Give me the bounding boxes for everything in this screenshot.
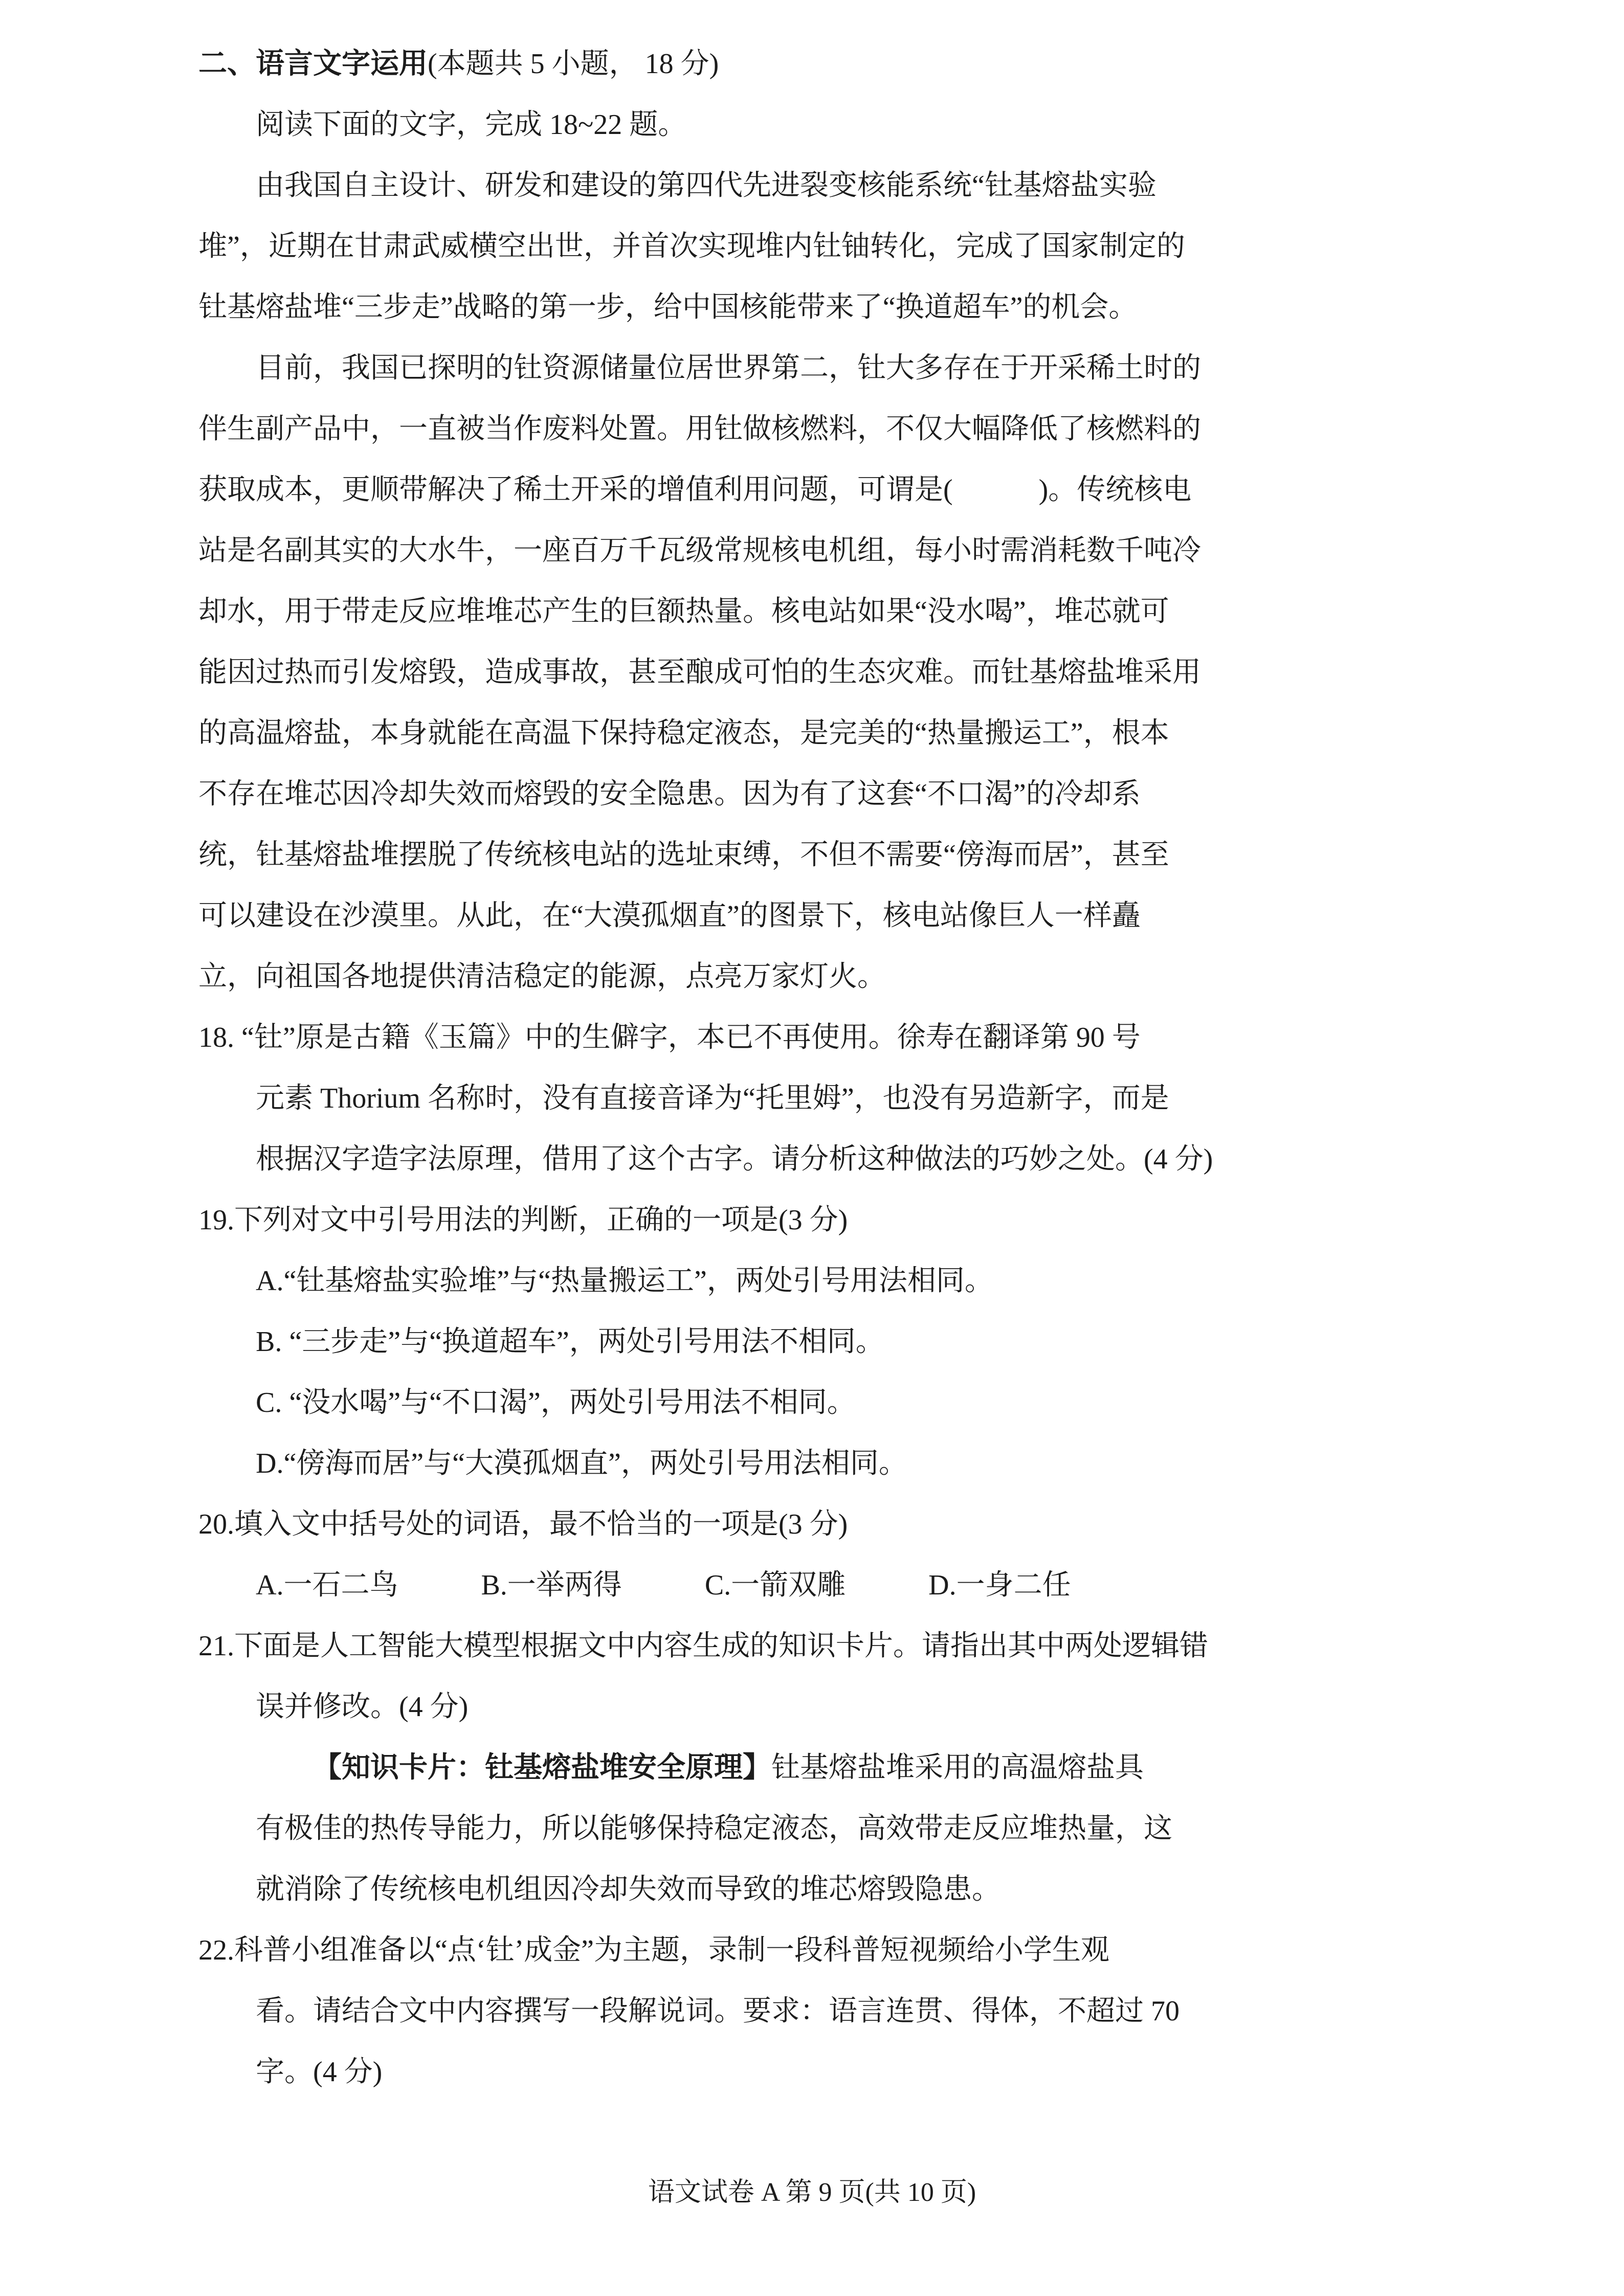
question-22-line: 22.科普小组准备以“点‘钍’成金”为主题，录制一段科普短视频给小学生观 <box>198 1934 1110 1966</box>
passage-line: 获取成本，更顺带解决了稀土开采的增值利用问题，可谓是( )。传统核电 <box>198 474 1192 506</box>
question-18-line: 元素 Thorium 名称时，没有直接音译为“托里姆”，也没有另造新字，而是 <box>256 1083 1169 1114</box>
question-20-option-b: B.一举两得 <box>481 1569 622 1601</box>
knowledge-card-text: 钍基熔盐堆采用的高温熔盐具 <box>771 1752 1144 1784</box>
section-heading <box>198 34 1447 95</box>
section-meta: (本题共 5 小题， 18 分) <box>428 48 719 80</box>
page-content <box>198 34 1447 2103</box>
knowledge-card-title: 【知识卡片：钍基熔盐堆安全原理】 <box>313 1752 771 1784</box>
question-19-option-a: A.“钍基熔盐实验堆”与“热量搬运工”，两处引号用法相同。 <box>256 1265 993 1297</box>
passage-line: 堆”，近期在甘肃武威横空出世，并首次实现堆内钍铀转化，完成了国家制定的 <box>198 231 1185 262</box>
question-19-option-d: D.“傍海而居”与“大漠孤烟直”，两处引号用法相同。 <box>256 1448 907 1479</box>
question-20-options <box>198 1555 1447 1616</box>
knowledge-card-line: 就消除了传统核电机组因冷却失效而导致的堆芯熔毁隐患。 <box>256 1874 1000 1905</box>
intro-line: 阅读下面的文字，完成 18~22 题。 <box>256 109 687 141</box>
question-22-line: 字。(4 分) <box>256 2056 383 2088</box>
question-20-option-a: A.一石二鸟 <box>256 1569 398 1601</box>
question-20-stem: 20.填入文中括号处的词语，最不恰当的一项是(3 分) <box>198 1509 848 1540</box>
question-19-stem: 19.下列对文中引号用法的判断，正确的一项是(3 分) <box>198 1204 848 1236</box>
passage-line: 统，钍基熔盐堆摆脱了传统核电站的选址束缚，不但不需要“傍海而居”，甚至 <box>198 839 1169 871</box>
passage-line: 立，向祖国各地提供清洁稳定的能源，点亮万家灯火。 <box>198 961 886 993</box>
question-21-line: 误并修改。(4 分) <box>256 1691 469 1723</box>
question-19-option-c: C. “没水喝”与“不口渴”，两处引号用法不相同。 <box>256 1387 856 1419</box>
passage-line: 由我国自主设计、研发和建设的第四代先进裂变核能系统“钍基熔盐实验 <box>256 170 1156 201</box>
question-21-line: 21.下面是人工智能大模型根据文中内容生成的知识卡片。请指出其中两处逻辑错 <box>198 1630 1208 1662</box>
question-22-line: 看。请结合文中内容撰写一段解说词。要求：语言连贯、得体，不超过 70 <box>256 1995 1180 2027</box>
passage-line: 的高温熔盐，本身就能在高温下保持稳定液态，是完美的“热量搬运工”，根本 <box>198 717 1169 749</box>
passage-line: 能因过热而引发熔毁，造成事故，甚至酿成可怕的生态灾难。而钍基熔盐堆采用 <box>198 657 1201 688</box>
knowledge-card-line: 有极佳的热传导能力，所以能够保持稳定液态，高效带走反应堆热量，这 <box>256 1813 1172 1844</box>
passage-line: 站是名副其实的大水牛，一座百万千瓦级常规核电机组，每小时需消耗数千吨冷 <box>198 535 1201 567</box>
question-18-line: 18. “钍”原是古籍《玉篇》中的生僻字，本已不再使用。徐寿在翻译第 90 号 <box>198 1022 1141 1053</box>
passage-line: 目前，我国已探明的钍资源储量位居世界第二，钍大多存在于开采稀土时的 <box>256 352 1201 384</box>
question-20-option-d: D.一身二任 <box>928 1569 1071 1601</box>
passage-line: 不存在堆芯因冷却失效而熔毁的安全隐患。因为有了这套“不口渴”的冷却系 <box>198 778 1141 810</box>
question-20-option-c: C.一箭双雕 <box>704 1569 846 1601</box>
knowledge-card-title-line <box>198 1738 1447 1798</box>
passage-line: 却水，用于带走反应堆堆芯产生的巨额热量。核电站如果“没水喝”，堆芯就可 <box>198 596 1169 627</box>
section-title: 二、语言文字运用 <box>198 48 428 80</box>
question-19-option-b: B. “三步走”与“换道超车”，两处引号用法不相同。 <box>256 1326 884 1358</box>
page-footer: 语文试卷 A 第 9 页(共 10 页) <box>648 2178 976 2207</box>
passage-line: 伴生副产品中，一直被当作废料处置。用钍做核燃料，不仅大幅降低了核燃料的 <box>198 413 1201 445</box>
question-18-line: 根据汉字造字法原理，借用了这个古字。请分析这种做法的巧妙之处。(4 分) <box>256 1143 1213 1175</box>
passage-line: 可以建设在沙漠里。从此，在“大漠孤烟直”的图景下，核电站像巨人一样矗 <box>198 900 1141 932</box>
passage-line: 钍基熔盐堆“三步走”战略的第一步，给中国核能带来了“换道超车”的机会。 <box>198 291 1138 323</box>
